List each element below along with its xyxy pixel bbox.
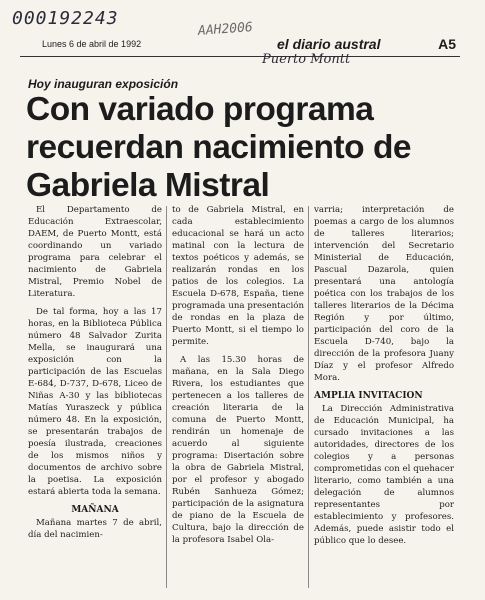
archive-reference-stamp: AAH2006 xyxy=(197,20,254,39)
article-headline: Con variado programa recuerdan nacimiento de Gabriela Mistral xyxy=(26,91,412,204)
city-handwritten-note: Puerto Montt xyxy=(262,52,351,67)
article-column-2 xyxy=(172,204,304,552)
newspaper-name: el diario austral xyxy=(277,36,381,52)
page-number: A5 xyxy=(438,36,456,52)
paragraph: A las 15.30 horas de mañana, en la Sala Diego Rivera, los estudiantes que pertenecen a los talleres de creación literaria de la comuna de Puerto Montt, rendirán un homenaje de acuerdo al siguiente programa: Disertación sobre la obra de Gabriela Mistral, por el profesor y abogado Rubén Sanhueza Gómez; participación de la asignatura de piano de la Escuela de Cultura, bajo la dirección de la profesora Isabel Ola- xyxy=(172,355,304,545)
archive-code-annotation: 000192243 xyxy=(12,8,119,29)
article-column-1 xyxy=(28,204,162,547)
article-column-3 xyxy=(314,204,454,553)
paragraph: De tal forma, hoy a las 17 horas, en la Biblioteca Pública número 48 Salvador Zurita Mella, se inaugurará una exposición con la participación de las Escuelas E-684, D-737, D-678, Liceo de Niñas A-30 y las bibliotecas Matías Yuraszeck y pública número 48. En la exposición, se presentarán trabajos de poesía ilustrada, creaciones de los mismos niños y documentos de archivo sobre la poetisa. La exposición estará abierta toda la semana. xyxy=(28,307,162,497)
paragraph: La Dirección Administrativa de Educación Municipal, ha cursado invitaciones a las autoridades, directores de los colegios y a personas comprometidas con el quehacer literario, como también a una delegación de alumnos representantes por establecimiento y profesores. Además, puede asistir todo el público que lo desee. xyxy=(314,404,454,546)
section-heading: MAÑANA xyxy=(71,505,119,515)
masthead xyxy=(42,38,462,56)
column-divider xyxy=(308,206,309,588)
article-kicker: Hoy inauguran exposición xyxy=(28,77,179,91)
paragraph: varria; interpretación de poemas a cargo de los alumnos de talleres literarios; intervención del Secretario Ministerial de Educación, Pascual Dazarola, quien presentará una antología poética con los trabajos de los talleres literarios de la Décima Región y por último, participación del coro de la Escuela D-740, bajo la dirección de la profesora Juany Díaz y el profesor Alfredo Mora. xyxy=(314,205,454,383)
column-divider xyxy=(166,206,167,588)
paragraph: El Departamento de Educación Extraescolar, DAEM, de Puerto Montt, está coordinando un variado programa para celebrar el nacimiento de Gabriela Mistral, Premio Nobel de Literatura. xyxy=(28,205,162,299)
masthead-rule xyxy=(20,56,460,57)
paragraph: to de Gabriela Mistral, en cada establecimiento educacional se hará un acto matinal con la lectura de textos poéticos y además, se realizarán rondas en los patios de los colegios. La Escuela D-678, España, tiene programada una presentación de rondas en la plaza de Puerto Montt, si el tiempo lo permite. xyxy=(172,205,304,347)
issue-date: Lunes 6 de abril de 1992 xyxy=(42,39,142,49)
section-heading: AMPLIA INVITACION xyxy=(314,391,423,401)
paragraph: Mañana martes 7 de abril, día del nacimien- xyxy=(28,518,162,540)
